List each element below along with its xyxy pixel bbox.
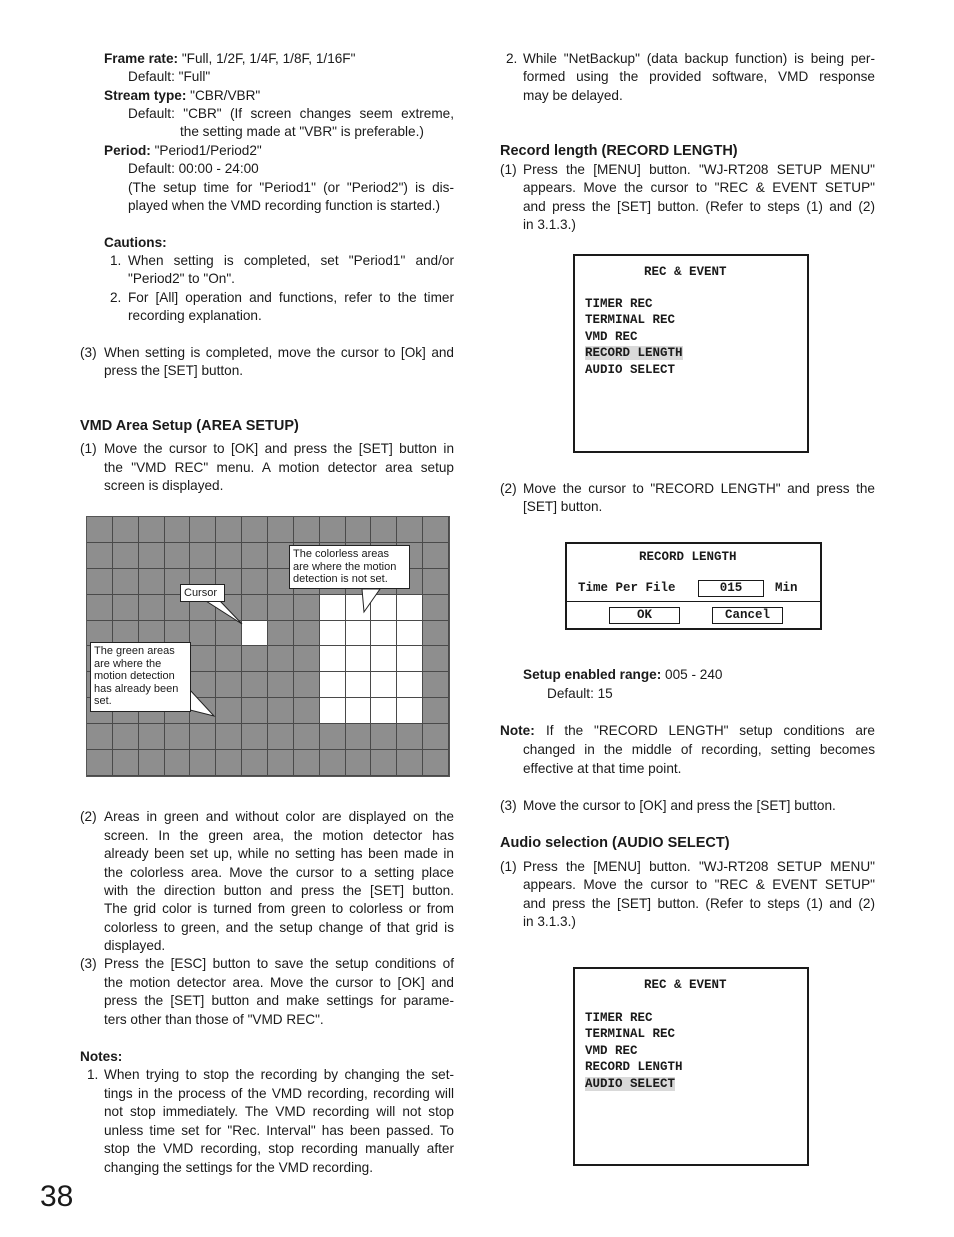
colorless-callout-pointer	[362, 589, 380, 612]
vmd2-line: displayed.	[104, 938, 166, 953]
vmd2-line: with the direction button and press the [SET] button.	[104, 883, 454, 898]
period-label: Period:	[104, 143, 151, 158]
vmd2-line: Areas in green and without color are displayed on the	[104, 809, 454, 824]
vmd1-b: the "VMD REC" menu. A motion detector area setup	[104, 460, 454, 475]
caution-1-b: "Period2" to "On".	[128, 271, 235, 286]
rec2-line: Move the cursor to "RECORD LENGTH" and press the	[523, 481, 875, 496]
note1-num: 1.	[87, 1067, 99, 1082]
period-note-2: played when the VMD recording function is started.)	[128, 198, 441, 213]
menu-item-terminal-rec[interactable]: TERMINAL REC	[585, 1027, 676, 1041]
record-length-heading: Record length (RECORD LENGTH)	[500, 143, 738, 159]
vmd2-num: (2)	[80, 809, 97, 824]
cursor-callout: Cursor	[180, 584, 225, 602]
vmd2-line: the colorless area. Move the cursor to a setting place	[104, 865, 454, 880]
vmd1-a: Move the cursor to [OK] and press the [SET] button in	[104, 441, 454, 456]
rec1-num: (1)	[500, 162, 517, 177]
note2-num: 2.	[506, 51, 518, 66]
rec-event-menu-screen-1	[573, 254, 809, 453]
note2-line: may be delayed.	[523, 88, 623, 103]
aud1-line: Press the [MENU] button. "WJ-RT208 SETUP MENU"	[523, 859, 875, 874]
vmd-area-heading: VMD Area Setup (AREA SETUP)	[80, 418, 299, 434]
menu-title: REC & EVENT	[644, 265, 727, 279]
step3-b: press the [SET] button.	[104, 363, 244, 378]
ok-button[interactable]: OK	[609, 607, 680, 624]
note1-line: When trying to stop the recording by changing the set-	[104, 1067, 454, 1082]
stream-default-2: the setting made at "VBR" is preferable.)	[180, 124, 424, 139]
audio-select-heading: Audio selection (AUDIO SELECT)	[500, 835, 730, 851]
menu-title: REC & EVENT	[644, 978, 727, 992]
range-line	[523, 666, 722, 684]
menu-item-terminal-rec[interactable]: TERMINAL REC	[585, 313, 676, 327]
vmd2-line: The grid color is turned from green to colorless or from	[104, 901, 454, 916]
note-line-c: effective at that time point.	[523, 761, 682, 776]
note1-line: tings in the process of the VMD recording, recording will	[104, 1086, 454, 1101]
aud1-num: (1)	[500, 859, 517, 874]
menu-item-vmd-rec[interactable]: VMD REC	[585, 1044, 638, 1058]
vmd2-line: screen. In the green area, the motion detector has	[104, 828, 454, 843]
note-label: Note:	[500, 723, 535, 738]
note2-line: formed using the provided software, VMD response	[523, 69, 875, 84]
vmd2-line: already been set up, while no setting has been made in	[104, 846, 454, 861]
menu-item-timer-rec[interactable]: TIMER REC	[585, 297, 653, 311]
stream-default-1: Default: "CBR" (If screen changes seem extreme,	[128, 106, 454, 121]
note-line-b: changed in the middle of recording, setting becomes	[523, 742, 875, 757]
rec1-line: Press the [MENU] button. "WJ-RT208 SETUP MENU"	[523, 162, 875, 177]
period-note-1: (The setup time for "Period1" (or "Period2") is dis-	[128, 180, 454, 195]
green-callout-pointer	[190, 690, 214, 716]
vmd3-num: (3)	[80, 956, 97, 971]
aud1-line: and press the [SET] button. (Refer to steps (1) and (2)	[523, 896, 875, 911]
cancel-button[interactable]: Cancel	[712, 607, 783, 624]
vmd2-line: colorless to green, and the setup change of that grid is	[104, 920, 454, 935]
record-length-title: RECORD LENGTH	[639, 550, 737, 564]
caution-2-num: 2.	[110, 290, 122, 305]
colorless-areas-callout: The colorless areas are where the motion detection is not set.	[289, 545, 410, 589]
time-per-file-label: Time Per File	[578, 581, 676, 595]
screen-divider	[567, 601, 820, 602]
note-line-a: If the "RECORD LENGTH" setup conditions are	[546, 723, 875, 738]
note1-line: stop the VMD recording, stop recording manually after	[104, 1141, 454, 1156]
vmd1-c: screen is displayed.	[104, 478, 224, 493]
stream-type-label: Stream type:	[104, 88, 187, 103]
rec1-line: appears. Move the cursor to "REC & EVENT SETUP"	[523, 180, 875, 195]
range-default: Default: 15	[547, 686, 613, 701]
rec1-line: and press the [SET] button. (Refer to steps (1) and (2)	[523, 199, 875, 214]
time-per-file-input[interactable]: 015	[698, 580, 764, 597]
aud1-line: in 3.1.3.)	[523, 914, 576, 929]
cursor-callout-pointer	[206, 601, 242, 624]
menu-item-audio-select[interactable]: AUDIO SELECT	[585, 363, 676, 377]
note1-line: not stop immediately. The VMD recording will not stop	[104, 1104, 454, 1119]
menu-item-record-length[interactable]: RECORD LENGTH	[585, 1060, 683, 1074]
rec3-text: Move the cursor to [OK] and press the [SET] button.	[523, 798, 836, 813]
green-areas-callout: The green areas are where the motion detection has already been set.	[90, 642, 191, 712]
caution-1-num: 1.	[110, 253, 122, 268]
caution-2-b: recording explanation.	[128, 308, 262, 323]
menu-item-vmd-rec[interactable]: VMD REC	[585, 330, 638, 344]
minutes-unit: Min	[775, 581, 798, 595]
frame-rate-default: Default: "Full"	[128, 69, 211, 84]
vmd3-line: the motion detector area. Move the cursor to [OK] and	[104, 975, 454, 990]
frame-rate-value: "Full, 1/2F, 1/4F, 1/8F, 1/16F"	[181, 51, 356, 66]
vmd3-line: Press the [ESC] button to save the setup conditions of	[104, 956, 454, 971]
menu-item-audio-select-selected[interactable]: AUDIO SELECT	[585, 1077, 676, 1091]
vmd1-num: (1)	[80, 441, 97, 456]
note1-line: changing the settings for the VMD recording.	[104, 1160, 374, 1175]
vmd3-line: ters other than those of "VMD REC".	[104, 1012, 324, 1027]
period-default: Default: 00:00 - 24:00	[128, 161, 259, 176]
stream-type-value: "CBR/VBR"	[190, 88, 261, 103]
vmd3-line: press the [SET] button and make settings for parame-	[104, 993, 454, 1008]
rec3-num: (3)	[500, 798, 517, 813]
step3-num: (3)	[80, 345, 97, 360]
aud1-line: appears. Move the cursor to "REC & EVENT SETUP"	[523, 877, 875, 892]
menu-item-timer-rec[interactable]: TIMER REC	[585, 1011, 653, 1025]
caution-1-a: When setting is completed, set "Period1" and/or	[128, 253, 454, 268]
notes-heading: Notes:	[80, 1049, 123, 1064]
step3-a: When setting is completed, move the cursor to [Ok] and	[104, 345, 454, 360]
caution-2-a: For [All] operation and functions, refer to the timer	[128, 290, 454, 305]
note2-line: While "NetBackup" (data backup function) is being per-	[523, 51, 875, 66]
rec2-line: [SET] button.	[523, 499, 603, 514]
menu-item-record-length-selected[interactable]: RECORD LENGTH	[585, 346, 683, 360]
record-length-screen	[565, 542, 822, 630]
rec1-line: in 3.1.3.)	[523, 217, 576, 232]
period-value: "Period1/Period2"	[154, 143, 262, 158]
page-number: 38	[40, 1180, 74, 1213]
note1-line: unless time set for "Rec. Interval" has been passed. To	[104, 1123, 454, 1138]
range-label: Setup enabled range:	[523, 667, 662, 682]
rec-event-menu-screen-2	[573, 967, 809, 1166]
frame-rate-label: Frame rate:	[104, 51, 179, 66]
range-value: 005 - 240	[665, 667, 723, 682]
rec2-num: (2)	[500, 481, 517, 496]
cautions-heading: Cautions:	[104, 235, 167, 250]
